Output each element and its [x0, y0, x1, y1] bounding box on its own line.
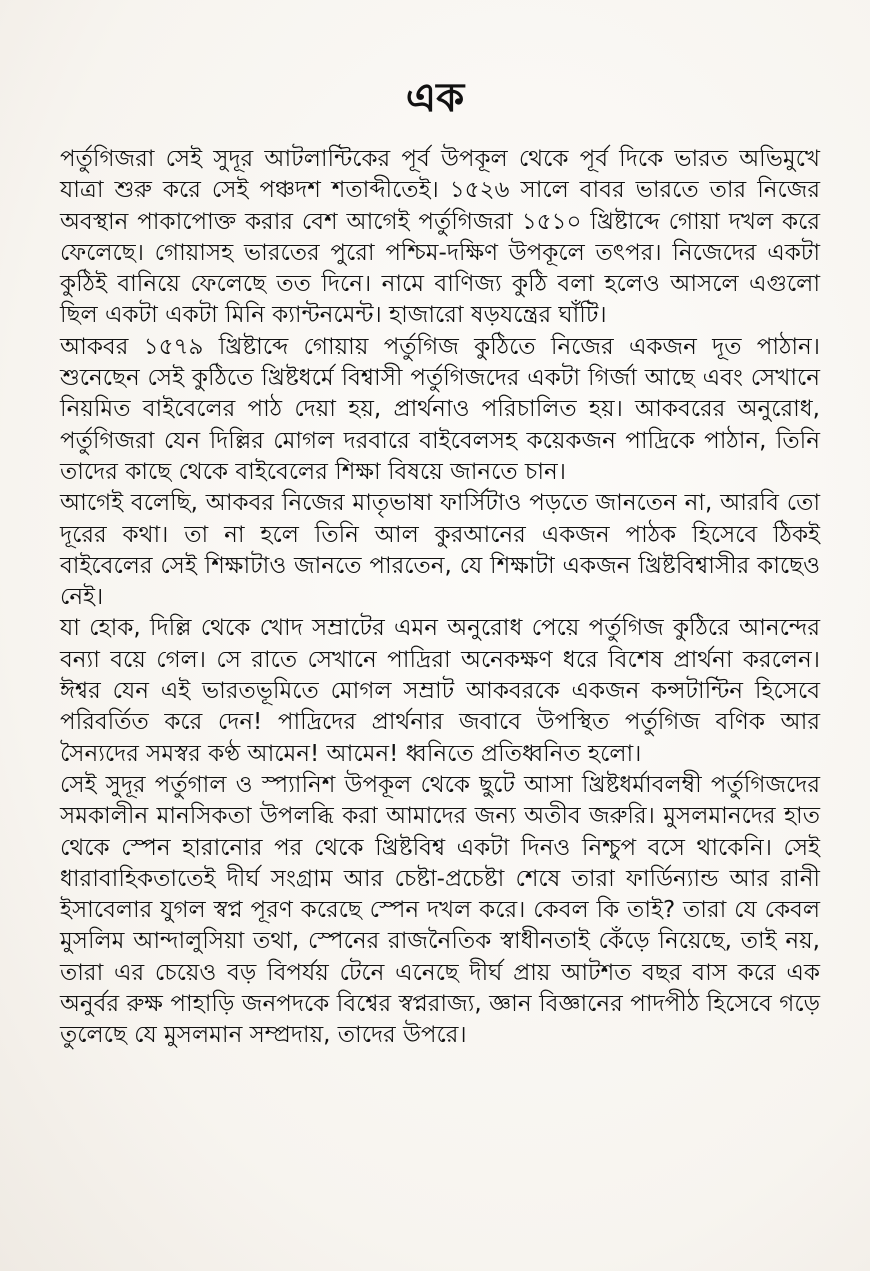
paragraph-1: পর্তুগিজরা সেই সুদূর আটলান্টিকের পূর্ব উপকূল থেকে পূর্ব দিকে ভারত অভিমুখে যাত্রা শুরু করে সেই পঞ্চদশ শতাব্দীতেই। ১৫২৬ সালে বাবর ভারতে তার নিজের অবস্থান পাকাপোক্ত করার বেশ আগেই পর্তুগিজরা ১৫১০ খ্রিষ্টাব্দে গোয়া দখল করে ফেলেছে। গোয়াসহ ভারতের পুরো পশ্চিম-দক্ষিণ উপকূলে তৎপর। নিজেদের একটা কুঠিই বানিয়ে ফেলেছে তত দিনে। নামে বাণিজ্য কুঠি বলা হলেও আসলে এগুলো ছিল একটা একটা মিনি ক্যান্টনমেন্ট। হাজারো ষড়যন্ত্রের ঘাঁটি।: [60, 146, 820, 329]
chapter-title: এক: [405, 75, 465, 121]
chapter-body: [60, 144, 820, 1052]
paragraph-2: আকবর ১৫৭৯ খ্রিষ্টাব্দে গোয়ায় পর্তুগিজ কুঠিতে নিজের একজন দূত পাঠান। শুনেছেন সেই কুঠিতে খ্রিষ্টধর্মে বিশ্বাসী পর্তুগিজদের একটা গির্জা আছে এবং সেখানে নিয়মিত বাইবেলের পাঠ দেয়া হয়, প্রার্থনাও পরিচালিত হয়। আকবরের অনুরোধ, পর্তুগিজরা যেন দিল্লির মোগল দরবারে বাইবেলসহ কয়েকজন পাদ্রিকে পাঠান, তিনি তাদের কাছে থেকে বাইবেলের শিক্ষা বিষয়ে জানতে চান।: [60, 333, 820, 485]
paragraph-3: আগেই বলেছি, আকবর নিজের মাতৃভাষা ফার্সিটাও পড়তে জানতেন না, আরবি তো দূরের কথা। তা না হলে তিনি আল কুরআনের একজন পাঠক হিসেবে ঠিকই বাইবেলের সেই শিক্ষাটাও জানতে পারতেন, যে শিক্ষাটা একজন খ্রিষ্টবিশ্বাসীর কাছেও নেই।: [60, 490, 820, 611]
paragraph-4: যা হোক, দিল্লি থেকে খোদ সম্রাটের এমন অনুরোধ পেয়ে পর্তুগিজ কুঠিরে আনন্দের বন্যা বয়ে গেল। সে রাতে সেখানে পাদ্রিরা অনেকক্ষণ ধরে বিশেষ প্রার্থনা করলেন। ঈশ্বর যেন এই ভারতভূমিতে মোগল সম্রাট আকবরকে একজন কন্সটান্টিন হিসেবে পরিবর্তিত করে দেন! পাদ্রিদের প্রার্থনার জবাবে উপস্থিত পর্তুগিজ বণিক আর সৈন্যদের সমস্বর কণ্ঠ আমেন! আমেন! ধ্বনিতে প্রতিধ্বনিত হলো।: [60, 615, 820, 767]
paragraph-5: সেই সুদূর পর্তুগাল ও স্প্যানিশ উপকূল থেকে ছুটে আসা খ্রিষ্টধর্মাবলম্বী পর্তুগিজদের সমকালীন মানসিকতা উপলব্ধি করা আমাদের জন্য অতীব জরুরি। মুসলমানদের হাত থেকে স্পেন হারানোর পর থেকে খ্রিষ্টবিশ্ব একটা দিনও নিশ্চুপ বসে থাকেনি। সেই ধারাবাহিকতাতেই দীর্ঘ সংগ্রাম আর চেষ্টা-প্রচেষ্টা শেষে তারা ফার্ডিন্যান্ড আর রানী ইসাবেলার যুগল স্বপ্ন পূরণ করেছে স্পেন দখল করে। কেবল কি তাই? তারা যে কেবল মুসলিম আন্দালুসিয়া তথা, স্পেনের রাজনৈতিক স্বাধীনতাই কেঁড়ে নিয়েছে, তাই নয়, তারা এর চেয়েও বড় বিপর্যয় টেনে এনেছে দীর্ঘ প্রায় আটশত বছর বাস করে এক অনুর্বর রুক্ষ পাহাড়ি জনপদকে বিশ্বের স্বপ্নরাজ্য, জ্ঞান বিজ্ঞানের পাদপীঠ হিসেবে গড়ে তুলেছে যে মুসলমান সম্প্রদায়, তাদের উপরে।: [60, 771, 820, 1049]
